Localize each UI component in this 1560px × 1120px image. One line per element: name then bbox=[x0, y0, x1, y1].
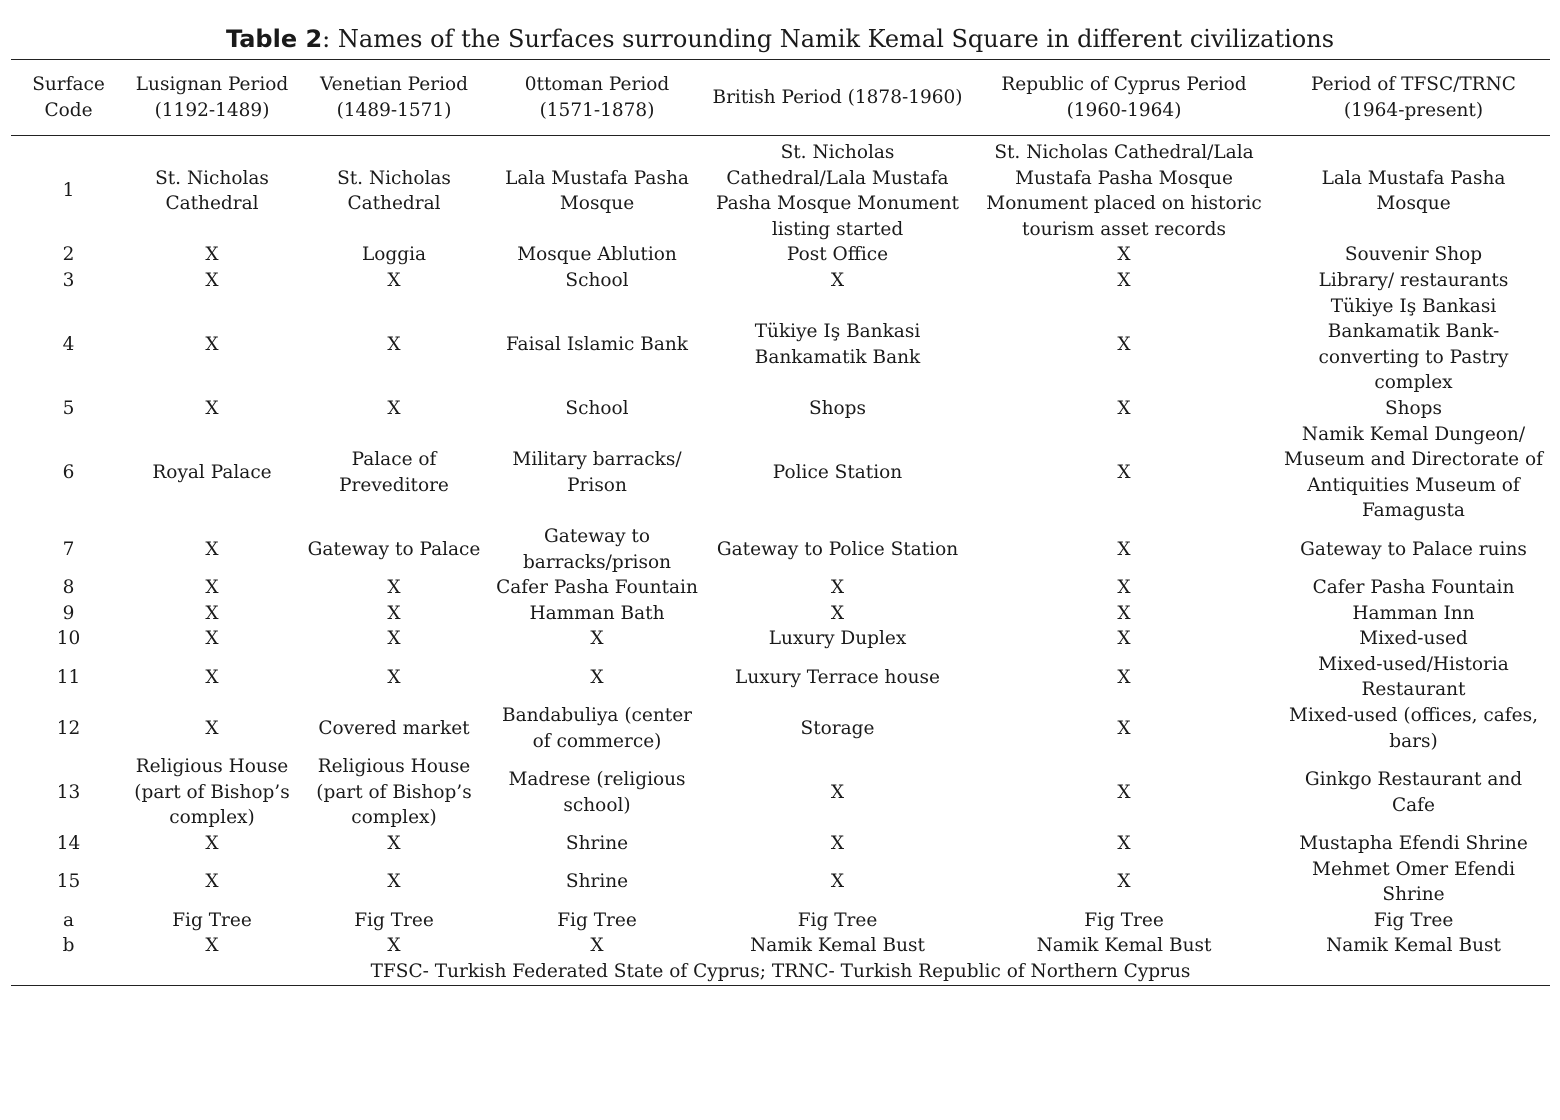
cell-lusignan: X bbox=[205, 628, 219, 650]
cell-venetian: X bbox=[387, 833, 401, 855]
table-body bbox=[11, 136, 1550, 960]
cell-ottoman: Shrine bbox=[565, 871, 629, 893]
cell-republic: X bbox=[1117, 397, 1131, 419]
cell-british: X bbox=[830, 833, 845, 855]
cell-lusignan: X bbox=[205, 717, 219, 739]
cell-tfsc-trnc: Ginkgo Restaurant and Cafe bbox=[1304, 769, 1523, 816]
cell-ottoman: Bandabuliya (center of commerce) bbox=[501, 705, 693, 752]
table-caption bbox=[0, 24, 1560, 54]
col-header-british: British Period (1878-1960) bbox=[704, 60, 971, 136]
cell-lusignan: X bbox=[205, 538, 219, 560]
cell-tfsc-trnc: Hamman Inn bbox=[1352, 602, 1475, 624]
col-header-republic: Republic of Cyprus Period (1960-1964) bbox=[971, 60, 1277, 136]
cell-lusignan: Royal Palace bbox=[152, 461, 272, 483]
table-row bbox=[11, 831, 1550, 857]
cell-british: Storage bbox=[800, 717, 875, 739]
cell-lusignan: X bbox=[205, 935, 219, 957]
cell-republic: X bbox=[1117, 717, 1131, 739]
cell-republic: X bbox=[1117, 269, 1131, 291]
col-header-tfsc-trnc: Period of TFSC/TRNC (1964-present) bbox=[1277, 60, 1550, 136]
table-title: : Names of the Surfaces surrounding Namik Kemal Square in different civilizations bbox=[322, 25, 1335, 53]
cell-republic: X bbox=[1117, 666, 1131, 688]
cell-surface-code: 14 bbox=[56, 833, 81, 855]
cell-surface-code: 5 bbox=[62, 397, 75, 419]
header-row bbox=[11, 60, 1550, 136]
cell-surface-code: b bbox=[62, 935, 75, 957]
cell-lusignan: Religious House (part of Bishop’s complex) bbox=[134, 756, 290, 829]
table-label: Table 2 bbox=[225, 25, 323, 53]
cell-surface-code: 15 bbox=[56, 871, 81, 893]
cell-ottoman: X bbox=[590, 935, 604, 957]
cell-tfsc-trnc: Shops bbox=[1384, 397, 1443, 419]
cell-tfsc-trnc: Mixed-used/Historia Restaurant bbox=[1318, 653, 1509, 701]
cell-surface-code: 13 bbox=[56, 781, 81, 803]
table-footnote: TFSC- Turkish Federated State of Cyprus; TRNC- Turkish Republic of Northern Cyprus bbox=[11, 959, 1550, 985]
table-row bbox=[11, 754, 1550, 831]
cell-republic: X bbox=[1117, 461, 1131, 483]
cell-surface-code: 7 bbox=[62, 538, 75, 560]
table-row bbox=[11, 857, 1550, 908]
table-row bbox=[11, 601, 1550, 627]
cell-ottoman: Cafer Pasha Fountain bbox=[496, 577, 698, 599]
cell-tfsc-trnc: Fig Tree bbox=[1373, 909, 1454, 931]
cell-surface-code: 1 bbox=[62, 180, 75, 202]
cell-venetian: X bbox=[387, 666, 401, 688]
col-header-ottoman: 0ttoman Period (1571-1878) bbox=[490, 60, 704, 136]
cell-venetian: Covered market bbox=[318, 717, 470, 739]
cell-republic: X bbox=[1117, 628, 1131, 650]
col-header-surface-code: Surface Code bbox=[11, 60, 126, 136]
cell-venetian: X bbox=[387, 577, 401, 599]
cell-lusignan: X bbox=[205, 666, 219, 688]
cell-british: Gateway to Police Station bbox=[716, 538, 959, 560]
cell-surface-code: 11 bbox=[56, 666, 81, 688]
table-row bbox=[11, 268, 1550, 294]
cell-venetian: Loggia bbox=[361, 244, 427, 266]
cell-ottoman: Hamman Bath bbox=[529, 602, 665, 624]
cell-republic: X bbox=[1117, 871, 1131, 893]
table-row bbox=[11, 652, 1550, 703]
footnote-row bbox=[11, 959, 1550, 985]
cell-british: Police Station bbox=[772, 461, 903, 483]
cell-ottoman: Fig Tree bbox=[557, 909, 637, 931]
cell-tfsc-trnc: Mixed-used (offices, cafes, bars) bbox=[1289, 705, 1538, 752]
table-row bbox=[11, 294, 1550, 396]
surfaces-table bbox=[11, 59, 1550, 986]
cell-surface-code: 9 bbox=[62, 602, 75, 624]
cell-republic: X bbox=[1117, 333, 1131, 355]
cell-venetian: St. Nicholas Cathedral bbox=[337, 167, 451, 215]
cell-tfsc-trnc: Mehmet Omer Efendi Shrine bbox=[1312, 858, 1515, 906]
cell-venetian: X bbox=[387, 269, 401, 291]
table-row bbox=[11, 933, 1550, 959]
cell-british: Post Office bbox=[786, 244, 889, 266]
cell-republic: X bbox=[1117, 244, 1131, 266]
cell-ottoman: School bbox=[565, 269, 629, 291]
cell-surface-code: 2 bbox=[62, 244, 75, 266]
cell-ottoman: X bbox=[590, 666, 604, 688]
col-header-lusignan: Lusignan Period (1192-1489) bbox=[126, 60, 298, 136]
table-row bbox=[11, 140, 1550, 242]
cell-british: Tükiye Iş Bankasi Bankamatik Bank bbox=[754, 321, 921, 368]
cell-ottoman: Faisal Islamic Bank bbox=[505, 333, 689, 355]
cell-ottoman: School bbox=[565, 397, 629, 419]
cell-british: X bbox=[830, 602, 845, 624]
cell-british: Namik Kemal Bust bbox=[750, 935, 925, 957]
cell-lusignan: Fig Tree bbox=[172, 909, 252, 931]
cell-tfsc-trnc: Library/ restaurants bbox=[1318, 269, 1509, 291]
cell-tfsc-trnc: Souvenir Shop bbox=[1344, 244, 1483, 266]
cell-british: Shops bbox=[808, 397, 867, 419]
cell-lusignan: X bbox=[205, 871, 219, 893]
cell-british: X bbox=[830, 269, 845, 291]
cell-ottoman: X bbox=[590, 628, 604, 650]
cell-ottoman: Military barracks/ Prison bbox=[512, 449, 682, 496]
cell-venetian: Palace of Preveditore bbox=[339, 449, 449, 496]
cell-surface-code: 6 bbox=[62, 461, 75, 483]
cell-tfsc-trnc: Mustapha Efendi Shrine bbox=[1299, 833, 1528, 855]
cell-ottoman: Gateway to barracks/prison bbox=[522, 525, 672, 573]
cell-british: Luxury Terrace house bbox=[735, 666, 940, 688]
cell-british: X bbox=[830, 577, 845, 599]
cell-surface-code: 4 bbox=[62, 333, 75, 355]
cell-british: Luxury Duplex bbox=[768, 628, 907, 650]
cell-ottoman: Shrine bbox=[565, 833, 629, 855]
cell-venetian: X bbox=[387, 333, 401, 355]
table-row bbox=[11, 703, 1550, 754]
cell-lusignan: X bbox=[205, 244, 219, 266]
cell-tfsc-trnc: Namik Kemal Dungeon/ Museum and Directorate of Antiquities Museum of Famagusta bbox=[1284, 423, 1543, 522]
cell-tfsc-trnc: Gateway to Palace ruins bbox=[1300, 538, 1527, 560]
cell-surface-code: 12 bbox=[56, 717, 81, 739]
cell-lusignan: X bbox=[205, 833, 219, 855]
cell-republic: St. Nicholas Cathedral/Lala Mustafa Pasha Mosque Monument placed on historic tourism asset records bbox=[986, 142, 1262, 240]
cell-tfsc-trnc: Namik Kemal Bust bbox=[1326, 935, 1501, 957]
table-row bbox=[11, 908, 1550, 934]
cell-surface-code: 8 bbox=[62, 577, 75, 599]
cell-british: X bbox=[830, 781, 845, 803]
cell-tfsc-trnc: Mixed-used bbox=[1359, 628, 1468, 650]
cell-republic: X bbox=[1117, 577, 1131, 599]
col-header-venetian: Venetian Period (1489-1571) bbox=[298, 60, 490, 136]
cell-lusignan: X bbox=[205, 269, 219, 291]
cell-ottoman: Mosque Ablution bbox=[517, 244, 677, 266]
cell-republic: Fig Tree bbox=[1084, 909, 1164, 931]
cell-republic: X bbox=[1117, 602, 1131, 624]
cell-lusignan: X bbox=[205, 397, 219, 419]
cell-tfsc-trnc: Tükiye Iş Bankasi Bankamatik Bank-converting to Pastry complex bbox=[1318, 295, 1509, 394]
cell-venetian: X bbox=[387, 628, 401, 650]
cell-republic: X bbox=[1117, 833, 1131, 855]
cell-tfsc-trnc: Cafer Pasha Fountain bbox=[1312, 577, 1515, 599]
cell-british: X bbox=[830, 871, 845, 893]
cell-ottoman: Madrese (religious school) bbox=[508, 769, 686, 816]
table-row bbox=[11, 422, 1550, 524]
cell-ottoman: Lala Mustafa Pasha Mosque bbox=[505, 167, 689, 215]
cell-republic: X bbox=[1117, 538, 1131, 560]
table-row bbox=[11, 626, 1550, 652]
cell-venetian: Fig Tree bbox=[354, 909, 434, 931]
cell-venetian: X bbox=[387, 397, 401, 419]
table-row bbox=[11, 396, 1550, 422]
cell-republic: Namik Kemal Bust bbox=[1036, 935, 1212, 957]
cell-venetian: Religious House (part of Bishop’s complex) bbox=[316, 756, 472, 829]
table-row bbox=[11, 242, 1550, 268]
table-row bbox=[11, 524, 1550, 575]
cell-lusignan: X bbox=[205, 577, 219, 599]
cell-venetian: Gateway to Palace bbox=[307, 538, 481, 560]
table-row bbox=[11, 575, 1550, 601]
cell-surface-code: 3 bbox=[62, 269, 75, 291]
cell-british: Fig Tree bbox=[797, 909, 878, 931]
cell-venetian: X bbox=[387, 871, 401, 893]
cell-tfsc-trnc: Lala Mustafa Pasha Mosque bbox=[1321, 167, 1506, 215]
cell-surface-code: a bbox=[62, 909, 75, 931]
cell-surface-code: 10 bbox=[56, 628, 81, 650]
cell-lusignan: X bbox=[205, 333, 219, 355]
cell-republic: X bbox=[1117, 781, 1131, 803]
cell-british: St. Nicholas Cathedral/Lala Mustafa Pasha Mosque Monument listing started bbox=[716, 142, 959, 240]
cell-lusignan: X bbox=[205, 602, 219, 624]
cell-venetian: X bbox=[387, 935, 401, 957]
cell-lusignan: St. Nicholas Cathedral bbox=[155, 167, 269, 215]
cell-venetian: X bbox=[387, 602, 401, 624]
